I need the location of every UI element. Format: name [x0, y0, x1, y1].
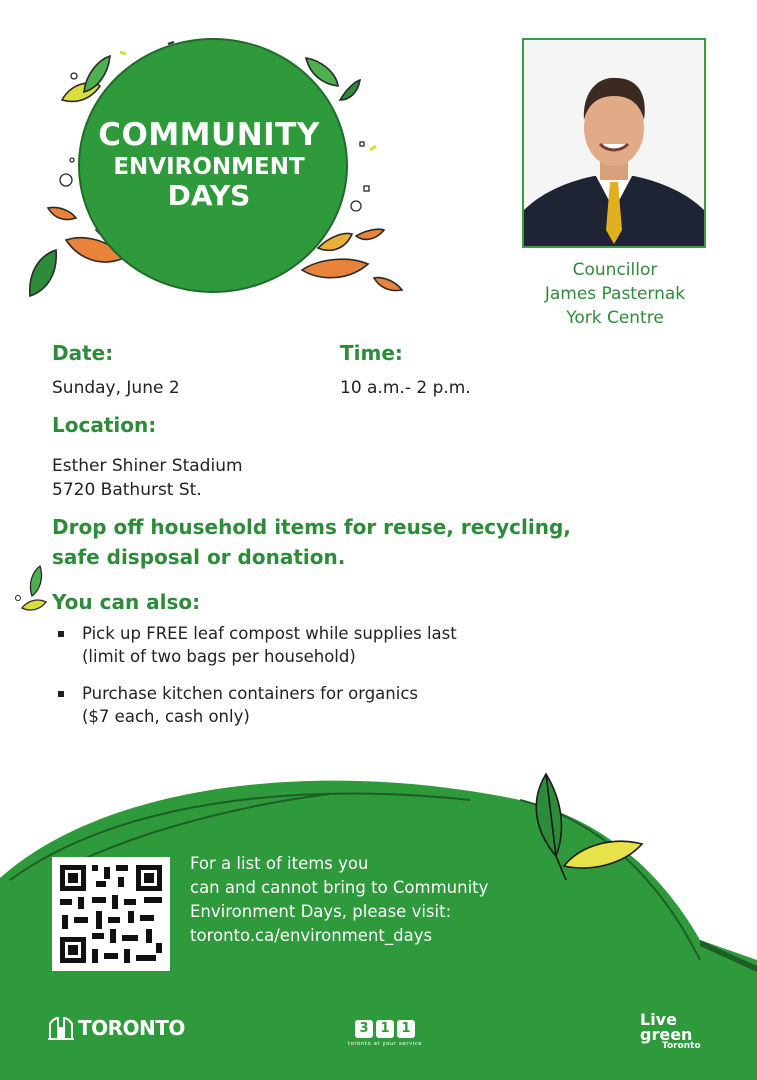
badge-title — [78, 117, 340, 212]
date-value: Sunday, June 2 — [52, 378, 180, 398]
311-logo — [340, 1020, 430, 1047]
headline-line1: Drop off household items for reuse, recycling, — [52, 515, 571, 539]
toronto-logo-text: TORONTO — [78, 1016, 185, 1040]
you-can-also-label: You can also: — [52, 590, 201, 614]
footer-info — [190, 852, 570, 948]
qr-code-icon — [52, 857, 170, 971]
location-street: 5720 Bathurst St. — [52, 480, 202, 500]
list-item — [56, 682, 676, 728]
badge-line3: DAYS — [167, 179, 251, 212]
list-item-line2: (limit of two bags per household) — [82, 647, 356, 666]
footer-link[interactable]: toronto.ca/environment_days — [190, 926, 433, 945]
311-digit: 1 — [376, 1020, 394, 1038]
list-item-line1: Purchase kitchen containers for organics — [82, 684, 419, 703]
livegreen-line3: Toronto — [662, 1041, 701, 1052]
footer-line2: can and cannot bring to Community — [190, 878, 489, 897]
date-label: Date: — [52, 341, 114, 365]
councillor-title: Councillor — [572, 260, 658, 280]
livegreen-line2: green — [640, 1025, 693, 1045]
portrait-illustration — [524, 40, 704, 246]
location-venue: Esther Shiner Stadium — [52, 456, 243, 476]
councillor-ward: York Centre — [566, 308, 664, 328]
time-value: 10 a.m.- 2 p.m. — [340, 378, 471, 398]
time-label: Time: — [340, 341, 403, 365]
headline-line2: safe disposal or donation. — [52, 545, 346, 569]
list-item — [56, 622, 676, 668]
311-digit: 3 — [355, 1020, 373, 1038]
bullet-icon — [58, 631, 64, 637]
drop-off-headline — [52, 512, 712, 572]
311-tagline: toronto at your service — [347, 1041, 423, 1047]
311-digit: 1 — [397, 1020, 415, 1038]
toronto-logo — [48, 1014, 185, 1042]
city-hall-icon — [48, 1016, 74, 1040]
badge-line2: ENVIRONMENT — [113, 154, 305, 180]
livegreen-line1: Live — [640, 1010, 677, 1029]
also-list — [56, 622, 676, 742]
councillor-info — [520, 258, 710, 330]
livegreen-logo — [640, 1012, 710, 1051]
footer-line3: Environment Days, please visit: — [190, 902, 452, 921]
small-leaf-icon — [10, 562, 50, 614]
location-label: Location: — [52, 413, 157, 437]
qr-code[interactable] — [52, 857, 170, 971]
list-item-line1: Pick up FREE leaf compost while supplies last — [82, 624, 457, 643]
bullet-icon — [58, 691, 64, 697]
list-item-line2: ($7 each, cash only) — [82, 707, 250, 726]
location-address — [52, 454, 243, 502]
councillor-photo — [522, 38, 706, 248]
badge-line1: COMMUNITY — [98, 117, 320, 153]
footer-line1: For a list of items you — [190, 854, 369, 873]
councillor-name: James Pasternak — [544, 284, 686, 304]
